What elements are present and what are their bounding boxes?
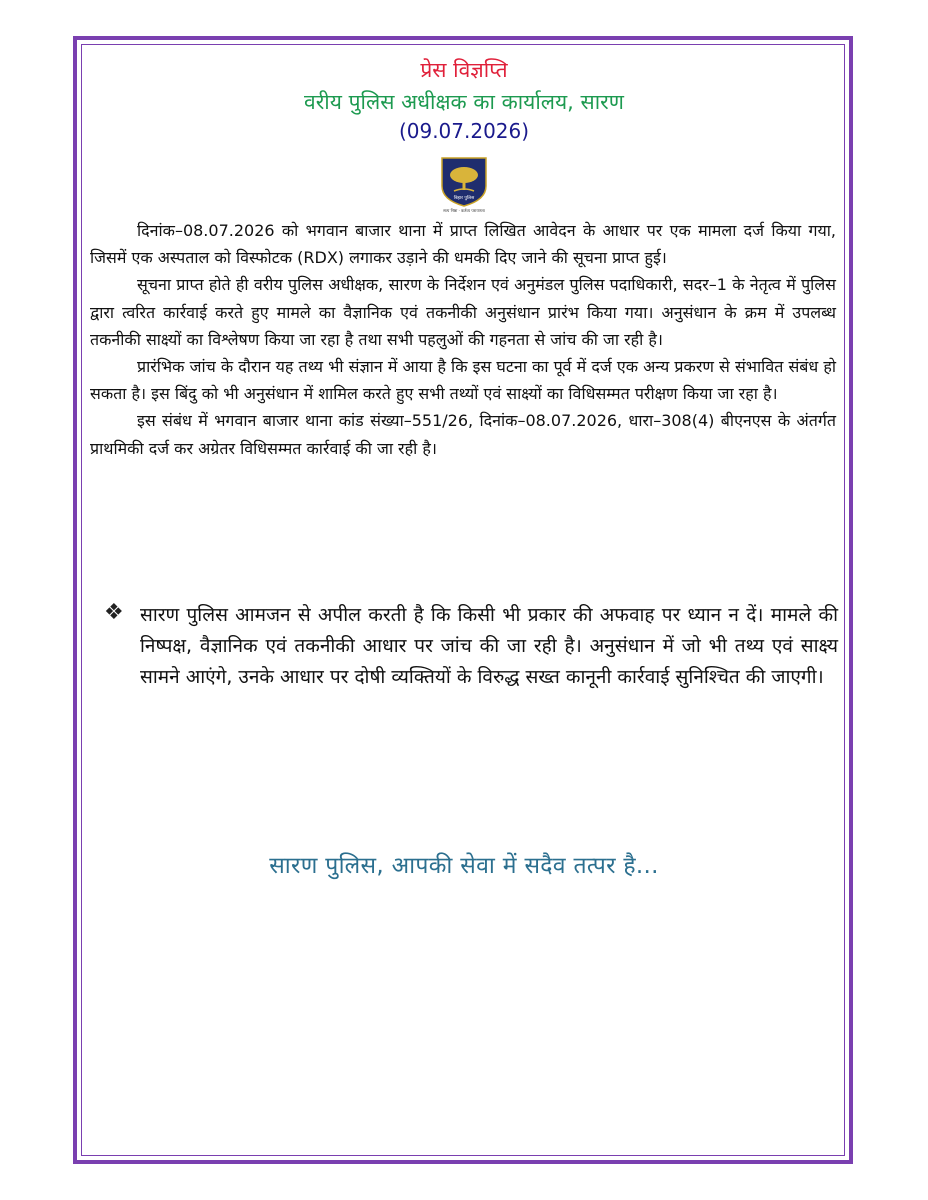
bihar-police-emblem-icon xyxy=(426,156,502,214)
body-paragraph-1: दिनांक–08.07.2026 को भगवान बाजार थाना में प्राप्त लिखित आवेदन के आधार पर एक मामला दर्ज किया गया, जिसमें एक अस्पताल को विस्फोटक (RDX) लगाकर उड़ाने की धमकी दिए जाने की सूचना प्राप्त हुई। xyxy=(90,221,836,268)
body-paragraph-3: प्रारंभिक जांच के दौरान यह तथ्य भी संज्ञान में आया है कि इस घटना का पूर्व में दर्ज एक अन्य प्रकरण से संभावित संबंध हो सकता है। इस बिंदु को भी अनुसंधान में शामिल करते हुए सभी तथ्यों एवं साक्ष्यों का विधिसम्मत परीक्षण किया जा रहा है। xyxy=(90,357,836,404)
bihar-police-logo xyxy=(426,156,502,214)
body-paragraph-2: सूचना प्राप्त होते ही वरीय पुलिस अधीक्षक, सारण के निर्देशन एवं अनुमंडल पुलिस पदाधिकारी, सदर–1 के नेतृत्व में पुलिस द्वारा त्वरित कार्रवाई करते हुए मामले का वैज्ञानिक एवं तकनीकी अनुसंधान प्रारंभ किया गया। अनुसंधान के क्रम में उपलब्ध तकनीकी साक्ष्यों का विश्लेषण किया जा रहा है तथा सभी पहलुओं की गहनता से जांच की जा रही है। xyxy=(90,275,836,349)
press-release-title: प्रेस विज्ञप्ति xyxy=(420,58,508,82)
body-paragraph-4: इस संबंध में भगवान बाजार थाना कांड संख्या–551/26, दिनांक–08.07.2026, धारा–308(4) बीएनएस के अंतर्गत प्राथमिकी दर्ज कर अग्रेतर विधिसम्मत कार्रवाई की जा रही है। xyxy=(90,411,836,458)
footer-tagline: सारण पुलिस, आपकी सेवा में सदैव तत्पर है... xyxy=(269,853,659,879)
logo-motto: सत्य निष्ठा · कर्तव्य परायणता xyxy=(443,208,485,213)
appeal-text: सारण पुलिस आमजन से अपील करती है कि किसी भी प्रकार की अफवाह पर ध्यान न दें। मामले की निष्पक्ष, वैज्ञानिक एवं तकनीकी आधार पर जांच की जा रही है। अनुसंधान में जो भी तथ्य एवं साक्ष्य सामने आएंगे, उनके आधार पर दोषी व्यक्तियों के विरुद्ध सख्त कानूनी कार्रवाई सुनिश्चित की जाएगी। xyxy=(140,604,838,688)
release-date: (09.07.2026) xyxy=(398,119,530,143)
logo-text-top: बिहार पुलिस xyxy=(453,196,475,201)
release-body xyxy=(90,217,836,462)
public-appeal xyxy=(104,600,838,693)
office-name: वरीय पुलिस अधीक्षक का कार्यालय, सारण xyxy=(304,90,624,114)
diamond-bullet-icon: ❖ xyxy=(104,600,124,625)
